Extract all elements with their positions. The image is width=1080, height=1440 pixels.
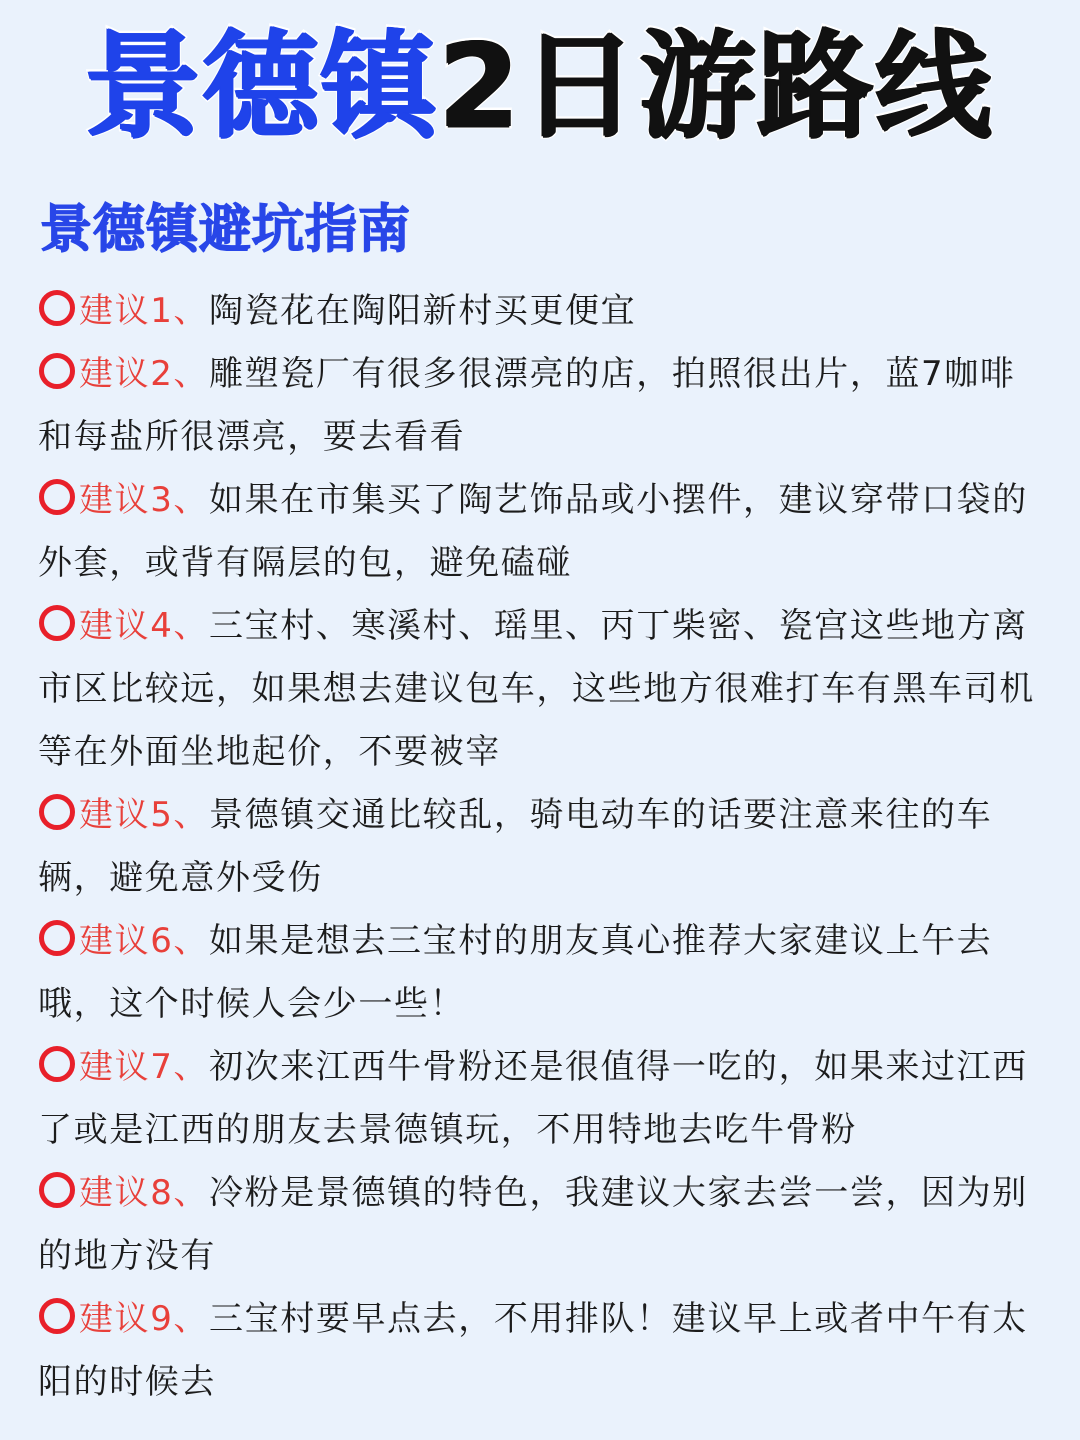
tip-item <box>38 343 1040 469</box>
red-circle-icon <box>39 605 75 641</box>
tip-item <box>38 469 1040 595</box>
section-heading: 景德镇避坑指南 <box>40 200 412 260</box>
tip-text: 三宝村要早点去，不用排队！建议早上或者中午有太阳的时候去 <box>38 1299 1028 1402</box>
tip-text: 冷粉是景德镇的特色，我建议大家去尝一尝，因为别的地方没有 <box>38 1173 1028 1276</box>
tip-label: 建议5、 <box>79 795 210 835</box>
red-circle-icon <box>39 1172 75 1208</box>
tip-label: 建议8、 <box>79 1173 210 1213</box>
tips-list <box>38 280 1040 1414</box>
tip-text: 如果在市集买了陶艺饰品或小摆件，建议穿带口袋的外套，或背有隔层的包，避免磕碰 <box>38 480 1028 583</box>
tip-label: 建议6、 <box>79 921 210 961</box>
page-title <box>38 0 1040 154</box>
tip-label: 建议3、 <box>79 480 210 520</box>
red-circle-icon <box>39 1298 75 1334</box>
tip-text: 景德镇交通比较乱，骑电动车的话要注意来往的车辆，避免意外受伤 <box>38 795 993 898</box>
tip-item <box>38 1036 1040 1162</box>
tip-text: 初次来江西牛骨粉还是很值得一吃的，如果来过江西了或是江西的朋友去景德镇玩，不用特地去吃牛骨粉 <box>38 1047 1028 1150</box>
red-circle-icon <box>39 1046 75 1082</box>
tip-text: 三宝村、寒溪村、瑶里、丙丁柴密、瓷宫这些地方离市区比较远，如果想去建议包车，这些地方很难打车有黑车司机等在外面坐地起价，不要被宰 <box>38 606 1035 772</box>
red-circle-icon <box>39 353 75 389</box>
tip-text: 如果是想去三宝村的朋友真心推荐大家建议上午去哦，这个时候人会少一些！ <box>38 921 993 1024</box>
tip-item <box>38 280 1040 343</box>
red-circle-icon <box>39 794 75 830</box>
tip-item <box>38 1162 1040 1288</box>
red-circle-icon <box>39 479 75 515</box>
tip-label: 建议4、 <box>79 606 210 646</box>
tip-item <box>38 1288 1040 1414</box>
tip-text: 雕塑瓷厂有很多很漂亮的店，拍照很出片，蓝7咖啡和每盐所很漂亮，要去看看 <box>38 354 1016 457</box>
tip-item <box>38 784 1040 910</box>
tip-item <box>38 910 1040 1036</box>
red-circle-icon <box>39 290 75 326</box>
red-circle-icon <box>39 920 75 956</box>
tip-label: 建议7、 <box>79 1047 210 1087</box>
tip-item <box>38 595 1040 784</box>
tip-label: 建议1、 <box>79 291 210 331</box>
tip-text: 陶瓷花在陶阳新村买更便宜 <box>209 291 637 331</box>
title-city: 景德镇 <box>84 19 439 154</box>
title-route: 2日游路线 <box>438 19 994 154</box>
tip-label: 建议9、 <box>79 1299 210 1339</box>
tip-label: 建议2、 <box>79 354 210 394</box>
